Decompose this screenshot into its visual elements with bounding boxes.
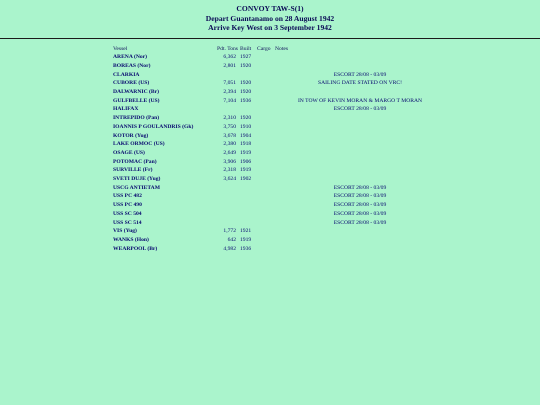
built-cell: 1920 <box>240 62 252 69</box>
cargo-cell <box>257 97 275 106</box>
tons-cell: 3,678 <box>223 132 236 139</box>
cargo-cell <box>257 88 275 97</box>
cargo-cell <box>257 53 275 62</box>
tons-cell <box>208 105 240 114</box>
cargo-cell <box>257 184 275 193</box>
notes-cell <box>275 140 445 149</box>
tons-cell: 2,380 <box>223 141 236 148</box>
vessel-cell: IOANNIS P GOULANDRIS (Gk) <box>113 123 194 130</box>
cargo-cell <box>257 175 275 184</box>
vessel-cell: CUBORE (US) <box>113 80 150 87</box>
table-row <box>113 132 445 141</box>
tons-cell: 642 <box>227 236 236 243</box>
table-row <box>113 71 445 80</box>
tons-cell: 2,801 <box>223 62 236 69</box>
built-cell: 1906 <box>240 158 252 165</box>
notes-cell: ESCORT 28/08 - 03/09 <box>333 210 387 217</box>
built-cell: 1936 <box>240 97 252 104</box>
vessel-cell: SVETI DUJE (Yug) <box>113 176 161 183</box>
cargo-cell <box>257 123 275 132</box>
tons-cell <box>208 219 240 228</box>
notes-cell: ESCORT 28/08 - 03/09 <box>333 202 387 209</box>
notes-cell: IN TOW OF KEVIN MORAN & MARGO T MORAN <box>297 97 423 104</box>
tons-cell: 2,310 <box>223 115 236 122</box>
built-cell: 1919 <box>240 149 252 156</box>
built-cell <box>240 219 257 228</box>
cargo-cell <box>257 201 275 210</box>
cargo-cell <box>257 132 275 141</box>
arrive-line: Arrive Key West on 3 September 1942 <box>208 23 332 32</box>
cargo-cell <box>257 158 275 167</box>
notes-cell <box>275 158 445 167</box>
built-cell: 1921 <box>240 228 252 235</box>
tons-cell: 2,649 <box>223 149 236 156</box>
cargo-cell <box>257 210 275 219</box>
tons-cell: 3,750 <box>223 123 236 130</box>
table-row <box>113 227 445 236</box>
notes-cell <box>275 236 445 245</box>
cargo-cell <box>257 192 275 201</box>
cargo-cell <box>257 79 275 88</box>
vessel-cell: ARENA (Nor) <box>113 54 148 61</box>
built-cell: 1927 <box>240 54 252 61</box>
cargo-cell <box>257 71 275 80</box>
table-row <box>113 53 445 62</box>
table-row <box>113 149 445 158</box>
vessel-cell: USS PC 482 <box>113 193 142 200</box>
built-cell <box>240 192 257 201</box>
tons-cell: 3,906 <box>223 158 236 165</box>
built-cell <box>240 201 257 210</box>
table-row <box>113 97 445 106</box>
table-row <box>113 123 445 132</box>
notes-cell <box>275 123 445 132</box>
table-row <box>113 184 445 193</box>
tons-cell: 1,772 <box>223 228 236 235</box>
vessel-cell: SURVILLE (Fr) <box>113 167 153 174</box>
vessel-cell: KOTOR (Yug) <box>113 132 149 139</box>
built-cell: 1902 <box>240 176 252 183</box>
tons-cell: 2,394 <box>223 89 236 96</box>
tons-cell <box>208 192 240 201</box>
col-cargo: Cargo <box>257 45 271 52</box>
notes-cell <box>275 53 445 62</box>
tons-cell <box>208 210 240 219</box>
vessel-cell: INTREPIDO (Pan) <box>113 115 160 122</box>
page-header <box>0 0 540 33</box>
table-row <box>113 201 445 210</box>
table-row <box>113 192 445 201</box>
notes-cell <box>275 227 445 236</box>
built-cell: 1918 <box>240 141 252 148</box>
built-cell <box>240 210 257 219</box>
built-cell <box>240 184 257 193</box>
notes-cell: ESCORT 28/08 - 03/09 <box>333 71 387 78</box>
vessel-cell: BOREAS (Nor) <box>113 62 151 69</box>
tons-cell: 3,624 <box>223 176 236 183</box>
tons-cell <box>208 201 240 210</box>
vessel-cell: USS SC 504 <box>113 210 142 217</box>
convoy-title: CONVOY TAW-S(1) <box>236 4 304 13</box>
vessel-cell: USCG ANTIETAM <box>113 184 160 191</box>
table-row <box>113 236 445 245</box>
built-cell <box>240 105 257 114</box>
col-vessel: Vessel <box>113 45 128 52</box>
table-row <box>113 166 445 175</box>
table-row <box>113 114 445 123</box>
notes-cell: ESCORT 28/08 - 03/09 <box>333 184 387 191</box>
vessel-cell: WEARPOOL (Br) <box>113 245 158 252</box>
built-cell: 1920 <box>240 80 252 87</box>
tons-cell: 7,051 <box>223 80 236 87</box>
cargo-cell <box>257 149 275 158</box>
cargo-cell <box>257 62 275 71</box>
table-row <box>113 88 445 97</box>
vessel-cell: GULFBELLE (US) <box>113 97 160 104</box>
cargo-cell <box>257 166 275 175</box>
cargo-cell <box>257 236 275 245</box>
tons-cell: 6,362 <box>223 54 236 61</box>
cargo-cell <box>257 219 275 228</box>
vessel-cell: DALWARNIC (Br) <box>113 89 159 96</box>
cargo-cell <box>257 227 275 236</box>
tons-cell <box>208 71 240 80</box>
table-row <box>113 210 445 219</box>
vessel-cell: VIS (Yug) <box>113 228 137 235</box>
notes-cell <box>275 175 445 184</box>
table-row <box>113 140 445 149</box>
table-row <box>113 219 445 228</box>
vessel-cell: CLARKIA <box>113 71 140 78</box>
vessel-cell: POTOMAC (Pan) <box>113 158 157 165</box>
tons-cell: 7,104 <box>223 97 236 104</box>
notes-cell <box>275 149 445 158</box>
notes-cell <box>275 245 445 254</box>
built-cell: 1910 <box>240 123 252 130</box>
col-notes: Notes <box>275 45 289 52</box>
convoy-table <box>113 45 445 254</box>
table-row <box>113 79 445 88</box>
cargo-cell <box>257 140 275 149</box>
vessel-cell: USS PC 490 <box>113 202 142 209</box>
notes-cell <box>275 62 445 71</box>
tons-cell: 2,318 <box>223 167 236 174</box>
table-header-row <box>113 45 445 54</box>
cargo-cell <box>257 105 275 114</box>
vessel-cell: HALIFAX <box>113 106 139 113</box>
col-built: Built <box>240 45 252 52</box>
vessel-cell: USS SC 514 <box>113 219 142 226</box>
table-row <box>113 105 445 114</box>
table-row <box>113 245 445 254</box>
tons-cell: 4,982 <box>223 245 236 252</box>
tons-cell <box>208 184 240 193</box>
notes-cell: SAILING DATE STATED ON VRC! <box>318 80 402 87</box>
built-cell: 1920 <box>240 115 252 122</box>
header-divider <box>0 38 540 39</box>
built-cell: 1919 <box>240 167 252 174</box>
table-row <box>113 175 445 184</box>
cargo-cell <box>257 245 275 254</box>
cargo-cell <box>257 114 275 123</box>
built-cell: 1920 <box>240 89 252 96</box>
notes-cell: ESCORT 28/08 - 03/09 <box>333 219 387 226</box>
vessel-cell: LAKE ORMOC (US) <box>113 141 165 148</box>
vessel-cell: WANKS (Hon) <box>113 236 149 243</box>
notes-cell <box>275 132 445 141</box>
notes-cell <box>275 88 445 97</box>
vessel-cell: OSAGE (US) <box>113 149 145 156</box>
built-cell <box>240 71 257 80</box>
depart-line: Depart Guantanamo on 28 August 1942 <box>205 13 335 23</box>
built-cell: 1904 <box>240 132 252 139</box>
built-cell: 1936 <box>240 245 252 252</box>
table-row <box>113 62 445 71</box>
table-row <box>113 158 445 167</box>
notes-cell <box>275 114 445 123</box>
notes-cell: ESCORT 28/08 - 03/09 <box>333 106 387 113</box>
notes-cell <box>275 166 445 175</box>
notes-cell: ESCORT 28/08 - 03/09 <box>333 193 387 200</box>
col-tons: Pdt. Tons <box>217 45 238 52</box>
built-cell: 1919 <box>240 236 252 243</box>
